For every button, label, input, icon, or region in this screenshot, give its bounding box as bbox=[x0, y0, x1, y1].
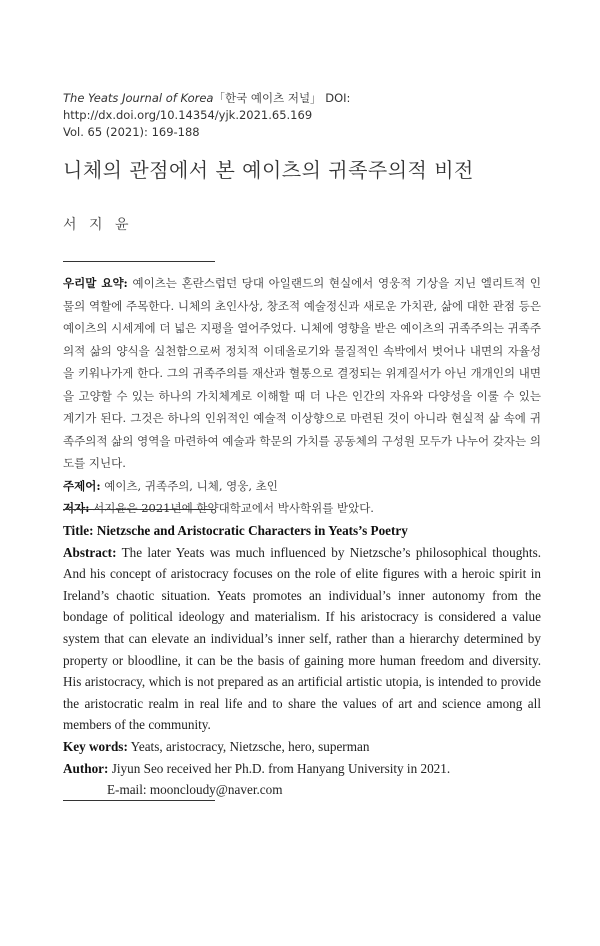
english-author-label: Author: bbox=[63, 760, 109, 776]
english-abstract-label: Abstract: bbox=[63, 544, 117, 560]
journal-citation bbox=[63, 90, 600, 124]
journal-volume: Vol. 65 (2021): 169-188 bbox=[63, 125, 200, 139]
article-title: 니체의 관점에서 본 예이츠의 귀족주의적 비전 bbox=[63, 158, 474, 182]
english-keywords bbox=[63, 736, 541, 758]
english-keywords-text: Yeats, aristocracy, Nietzsche, hero, superman bbox=[127, 738, 370, 754]
korean-keywords-label: 주제어: bbox=[63, 478, 101, 493]
korean-abstract-text: 예이츠는 혼란스럽던 당대 아일랜드의 현실에서 영웅적 기상을 지닌 엘리트적 인물의 역할에 주목한다. 니체의 초인사상, 창조적 예술정신과 새로운 가치관, 삶에 대한 관점 등은 예이츠의 시세계에 더 넓은 지평을 열어주었다. 니체에 영향을 받은 예이츠의 귀족주의는 귀족주의적 삶의 양식을 실천함으로써 정치적 이데올로기와 물질적인 속박에서 벗어나 내면의 자율성을 키워나가게 한다. 그의 귀족주의를 재산과 혈통으로 결정되는 위계질서가 아닌 개개인의 내면을 고양할 수 있는 하나의 가치체계로 이해할 때 더 나은 인간의 자유와 다양성을 이룰 수 있는 계기가 된다. 그것은 하나의 인위적인 예술적 이상향으로 마련된 것이 아니라 현실적 삶 속에 귀족주의적 삶의 영역을 마련하여 예술과 학문의 가치를 공동체의 구성원 모두가 나누어 갖자는 의도를 지닌다. bbox=[63, 276, 542, 470]
english-abstract-body bbox=[63, 542, 541, 736]
english-keywords-label: Key words: bbox=[63, 738, 128, 754]
journal-header bbox=[63, 90, 600, 141]
divider-middle bbox=[63, 509, 215, 510]
korean-abstract-body bbox=[63, 272, 541, 475]
korean-author-label: 저자: bbox=[63, 501, 90, 515]
english-abstract bbox=[63, 520, 541, 801]
divider-top bbox=[63, 261, 215, 262]
author-email: E-mail: mooncloudy@naver.com bbox=[107, 782, 283, 798]
journal-doi: DOI: http://dx.doi.org/10.14354/yjk.2021.65.169 bbox=[63, 91, 351, 122]
korean-keywords-text: 예이츠, 귀족주의, 니체, 영웅, 초인 bbox=[100, 478, 278, 493]
article-author: 서 지 윤 bbox=[63, 217, 133, 233]
divider-bottom bbox=[63, 800, 215, 801]
journal-name-korean: 「한국 예이츠 저널」 bbox=[213, 91, 322, 105]
korean-keywords bbox=[63, 475, 541, 498]
english-title bbox=[63, 520, 541, 542]
english-author-text: Jiyun Seo received her Ph.D. from Hanyang University in 2021. bbox=[108, 760, 451, 776]
english-title-text: Title: Nietzsche and Aristocratic Characters in Yeats’s Poetry bbox=[63, 523, 408, 538]
english-abstract-text: The later Yeats was much influenced by Nietzsche’s philosophical thoughts. And his concept of aristocracy focuses on the role of elite figures with a heroic spirit in Ireland’s chaotic situation. Yeats promotes an individual’s inner autonomy from the bondage of political ideology and materialism. If his aristocracy is considered a value system that can elevate an individual’s inner self, rather than a hierarchy determined by property or bloodline, it can be the basis of gaining more human freedom and diversity. His aristocracy, which is not prepared as an artificial artistic utopia, is intended to provide the aristocratic realm in real life and to share the values of art and science among all members of the community. bbox=[63, 544, 541, 733]
korean-author-text: 서지윤은 2021년에 한양대학교에서 박사학위를 받았다. bbox=[89, 501, 374, 515]
korean-abstract-label: 우리말 요약: bbox=[63, 276, 128, 290]
korean-abstract bbox=[63, 272, 541, 520]
english-author bbox=[63, 758, 541, 780]
journal-name: The Yeats Journal of Korea bbox=[63, 91, 214, 105]
